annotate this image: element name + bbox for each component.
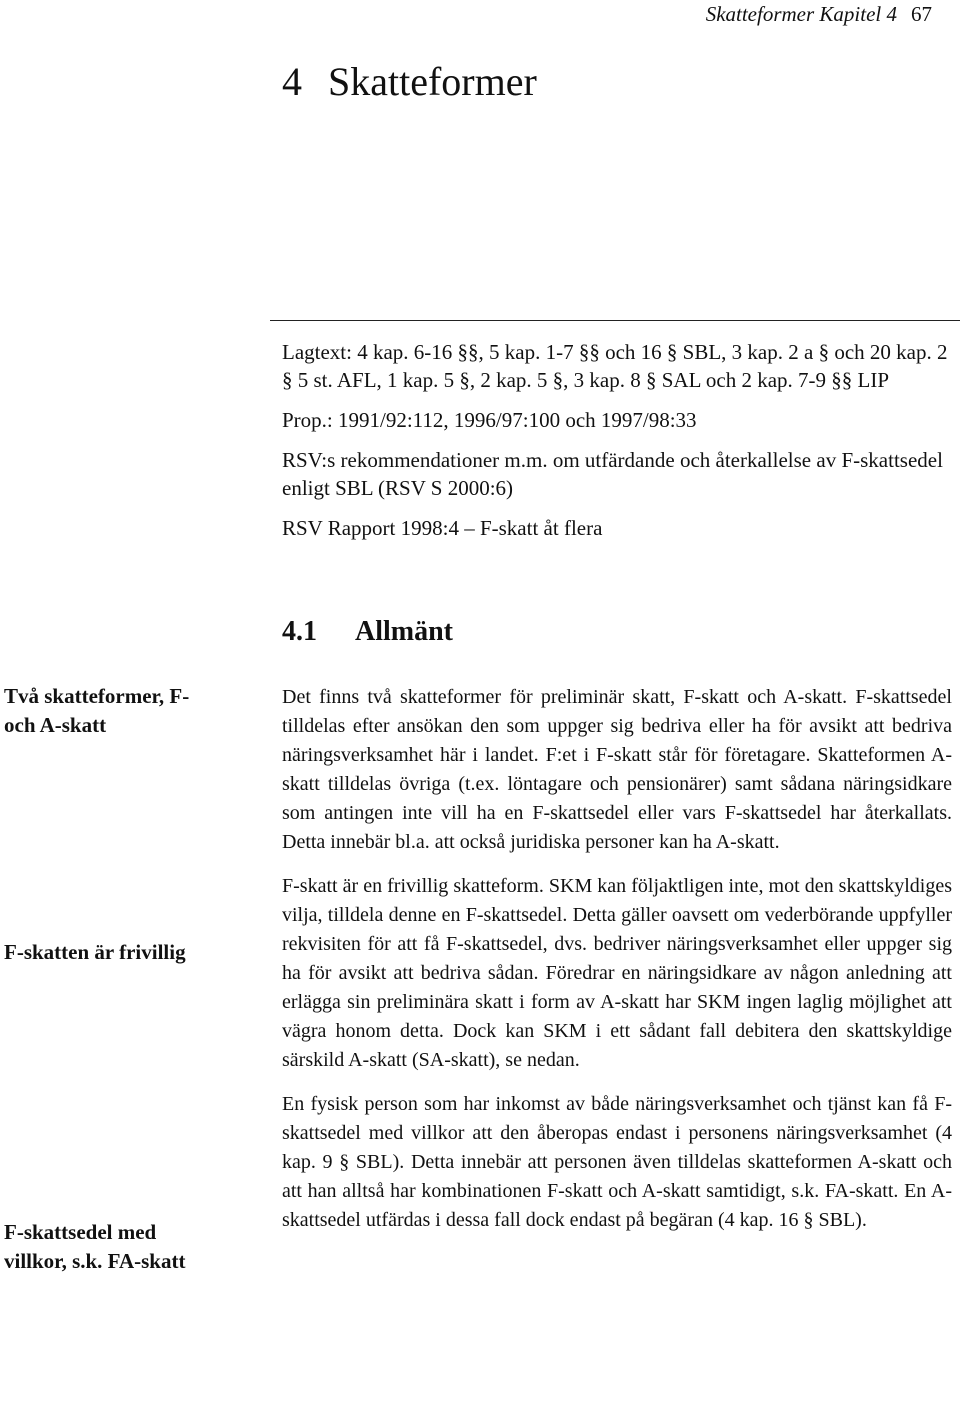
reference-lagtext: Lagtext: 4 kap. 6-16 §§, 5 kap. 1-7 §§ och 16 § SBL, 3 kap. 2 a § och 20 kap. 2 § 5 st. AFL, 1 kap. 5 §, 2 kap. 5 §, 3 kap. 8 § SAL och 2 kap. 7-9 §§ LIP — [282, 340, 948, 392]
chapter-number: 4 — [282, 59, 302, 104]
margin-note-tva-skatteformer: Två skatteformer, F- och A-skatt — [4, 684, 190, 737]
chapter-title-text: Skatteformer — [328, 59, 537, 104]
reference-rsv-recommendations: RSV:s rekommendationer m.m. om utfärdande och återkallelse av F-skattsedel enligt SBL (RSV S 2000:6) — [282, 448, 943, 500]
margin-note-fa-skatt: F-skattsedel med villkor, s.k. FA-skatt — [4, 1220, 186, 1273]
paragraph-skatteformer: Det finns två skatteformer för preliminär skatt, F-skatt och A-skatt. F-skattsedel tilldelas efter ansökan den som uppger sig bedriva eller ha för avsikt att bedriva näringsverksamhet här i landet. F:et i F-skatt står för företagare. Skatteformen A-skatt tilldelas övriga (t.ex. löntagare och pensionärer) samt sådana näringsidkare som antingen inte vill ha en F-skattsedel eller vars F-skattsedel har återkallats. Detta innebär bl.a. att också juridiska personer kan ha A-skatt. — [282, 686, 952, 853]
reference-prop: Prop.: 1991/92:112, 1996/97:100 och 1997/98:33 — [282, 408, 697, 432]
running-title: Skatteformer Kapitel 4 — [705, 2, 897, 26]
references-rule — [270, 320, 960, 321]
margin-note-f-skatt-frivillig: F-skatten är frivillig — [4, 940, 186, 964]
section-title: Allmänt — [355, 616, 453, 647]
section-heading — [282, 616, 453, 648]
paragraph-fa-skatt: En fysisk person som har inkomst av både näringsverksamhet och tjänst kan få F-skattsedel med villkor att den åberopas endast i personens näringsverksamhet (4 kap. 9 § SBL). Detta innebär att personen även tilldelas skatteformen A-skatt och att han alltså har kombinationen F-skatt och A-skatt samtidigt, s.k. FA-skatt. En A-skattsedel utfärdas i dessa fall dock endast på begäran (4 kap. 16 § SBL). — [282, 1093, 952, 1231]
section-number: 4.1 — [282, 616, 317, 647]
running-header — [706, 2, 932, 27]
references-block — [282, 338, 952, 554]
chapter-title — [282, 58, 537, 105]
paragraph-frivillig: F-skatt är en frivillig skatteform. SKM kan följaktligen inte, mot den skattskyldiges vilja, tilldela denne en F-skattsedel. Detta gäller oavsett om vederbörande uppfyller rekvisiten för att få F-skattsedel, dvs. bedriver näringsverksamhet eller uppger sig ha för avsikt att bedriva sådan. Föredrar en näringsidkare av någon anledning att erlägga sin preliminära skatt i form av A-skatt har SKM ingen laglig möjlighet att vägra honom detta. Dock kan SKM i ett sådant fall debitera den skattskyldige särskild A-skatt (SA-skatt), se nedan. — [282, 875, 952, 1071]
section-body — [282, 683, 952, 1250]
page-number: 67 — [911, 2, 932, 26]
reference-rsv-report: RSV Rapport 1998:4 – F-skatt åt flera — [282, 516, 603, 540]
